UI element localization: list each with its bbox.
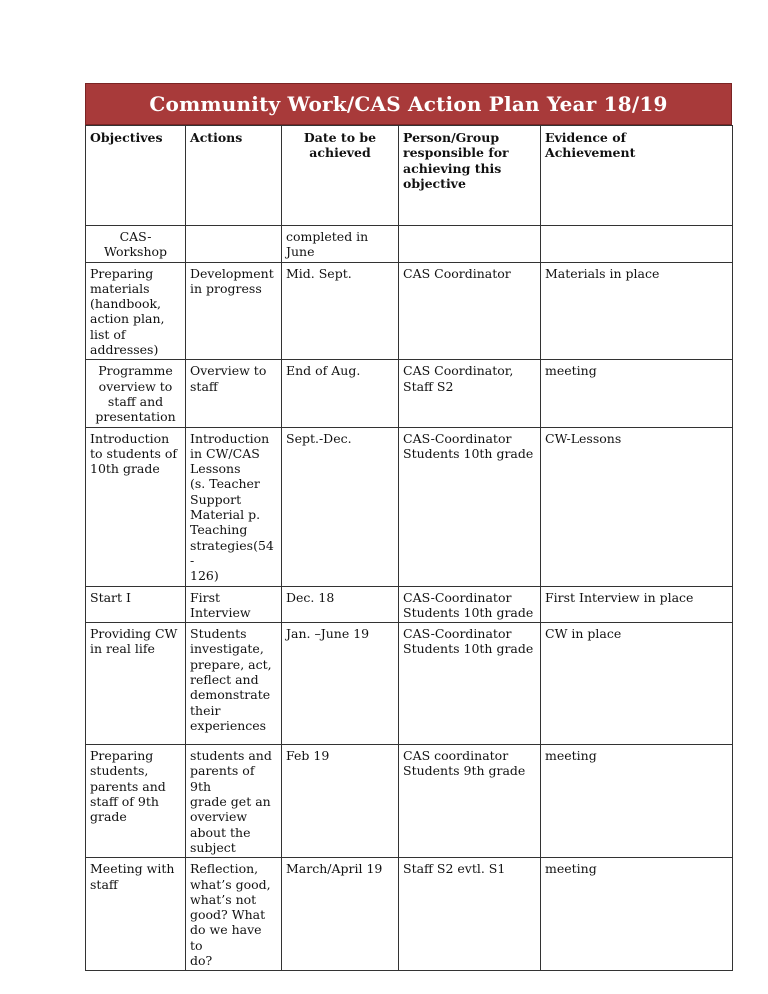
cell-evidence: CW in place — [541, 623, 733, 745]
cell-objective: Preparing materials (handbook, action plan, list of addresses) — [86, 262, 186, 360]
cell-action: Students investigate, prepare, act, reflect and demonstrate their experiences — [186, 623, 282, 745]
document — [85, 83, 732, 971]
cell-person: CAS-Coordinator Students 10th grade — [399, 586, 541, 623]
cell-objective: Introduction to students of 10th grade — [86, 427, 186, 586]
header-evidence: Evidence of Achievement — [541, 126, 733, 226]
header-row — [86, 126, 733, 226]
cell-evidence: meeting — [541, 360, 733, 427]
cell-action: Reflection, what’s good, what’s not good? What do we have to do? — [186, 858, 282, 971]
cell-date: completed in June — [282, 226, 399, 263]
cell-objective: Start I — [86, 586, 186, 623]
cell-action: Introduction in CW/CAS Lessons (s. Teacher Support Material p. Teaching strategies(54- 126) — [186, 427, 282, 586]
cell-evidence: CW-Lessons — [541, 427, 733, 586]
cell-objective: Preparing students, parents and staff of 9th grade — [86, 745, 186, 858]
header-date: Date to be achieved — [282, 126, 399, 226]
header-actions: Actions — [186, 126, 282, 226]
title-banner — [85, 83, 732, 125]
cell-objective: Providing CW in real life — [86, 623, 186, 745]
table-row — [86, 427, 733, 586]
cell-date: Feb 19 — [282, 745, 399, 858]
cell-person — [399, 226, 541, 263]
cell-date: Dec. 18 — [282, 586, 399, 623]
table-row — [86, 623, 733, 745]
cell-person: CAS-Coordinator Students 10th grade — [399, 427, 541, 586]
table-row — [86, 360, 733, 427]
action-plan-table — [85, 125, 733, 971]
cell-person: CAS Coordinator, Staff S2 — [399, 360, 541, 427]
cell-person: CAS-Coordinator Students 10th grade — [399, 623, 541, 745]
cell-evidence: meeting — [541, 858, 733, 971]
cell-objective: CAS- Workshop — [86, 226, 186, 263]
cell-date: Mid. Sept. — [282, 262, 399, 360]
cell-action: Overview to staff — [186, 360, 282, 427]
table-row — [86, 858, 733, 971]
header-person: Person/Group responsible for achieving this objective — [399, 126, 541, 226]
table-row — [86, 226, 733, 263]
table-row — [86, 745, 733, 858]
cell-action: Development in progress — [186, 262, 282, 360]
cell-objective: Meeting with staff — [86, 858, 186, 971]
header-objectives: Objectives — [86, 126, 186, 226]
cell-person: Staff S2 evtl. S1 — [399, 858, 541, 971]
cell-evidence — [541, 226, 733, 263]
cell-evidence: First Interview in place — [541, 586, 733, 623]
cell-evidence: Materials in place — [541, 262, 733, 360]
cell-action — [186, 226, 282, 263]
page-title: Community Work/CAS Action Plan Year 18/19 — [149, 92, 668, 116]
cell-evidence: meeting — [541, 745, 733, 858]
cell-action: students and parents of 9th grade get an overview about the subject — [186, 745, 282, 858]
cell-date: March/April 19 — [282, 858, 399, 971]
cell-objective: Programme overview to staff and presentation — [86, 360, 186, 427]
cell-person: CAS coordinator Students 9th grade — [399, 745, 541, 858]
table-row — [86, 586, 733, 623]
cell-action: First Interview — [186, 586, 282, 623]
cell-person: CAS Coordinator — [399, 262, 541, 360]
cell-date: Sept.-Dec. — [282, 427, 399, 586]
table-row — [86, 262, 733, 360]
cell-date: Jan. –June 19 — [282, 623, 399, 745]
cell-date: End of Aug. — [282, 360, 399, 427]
